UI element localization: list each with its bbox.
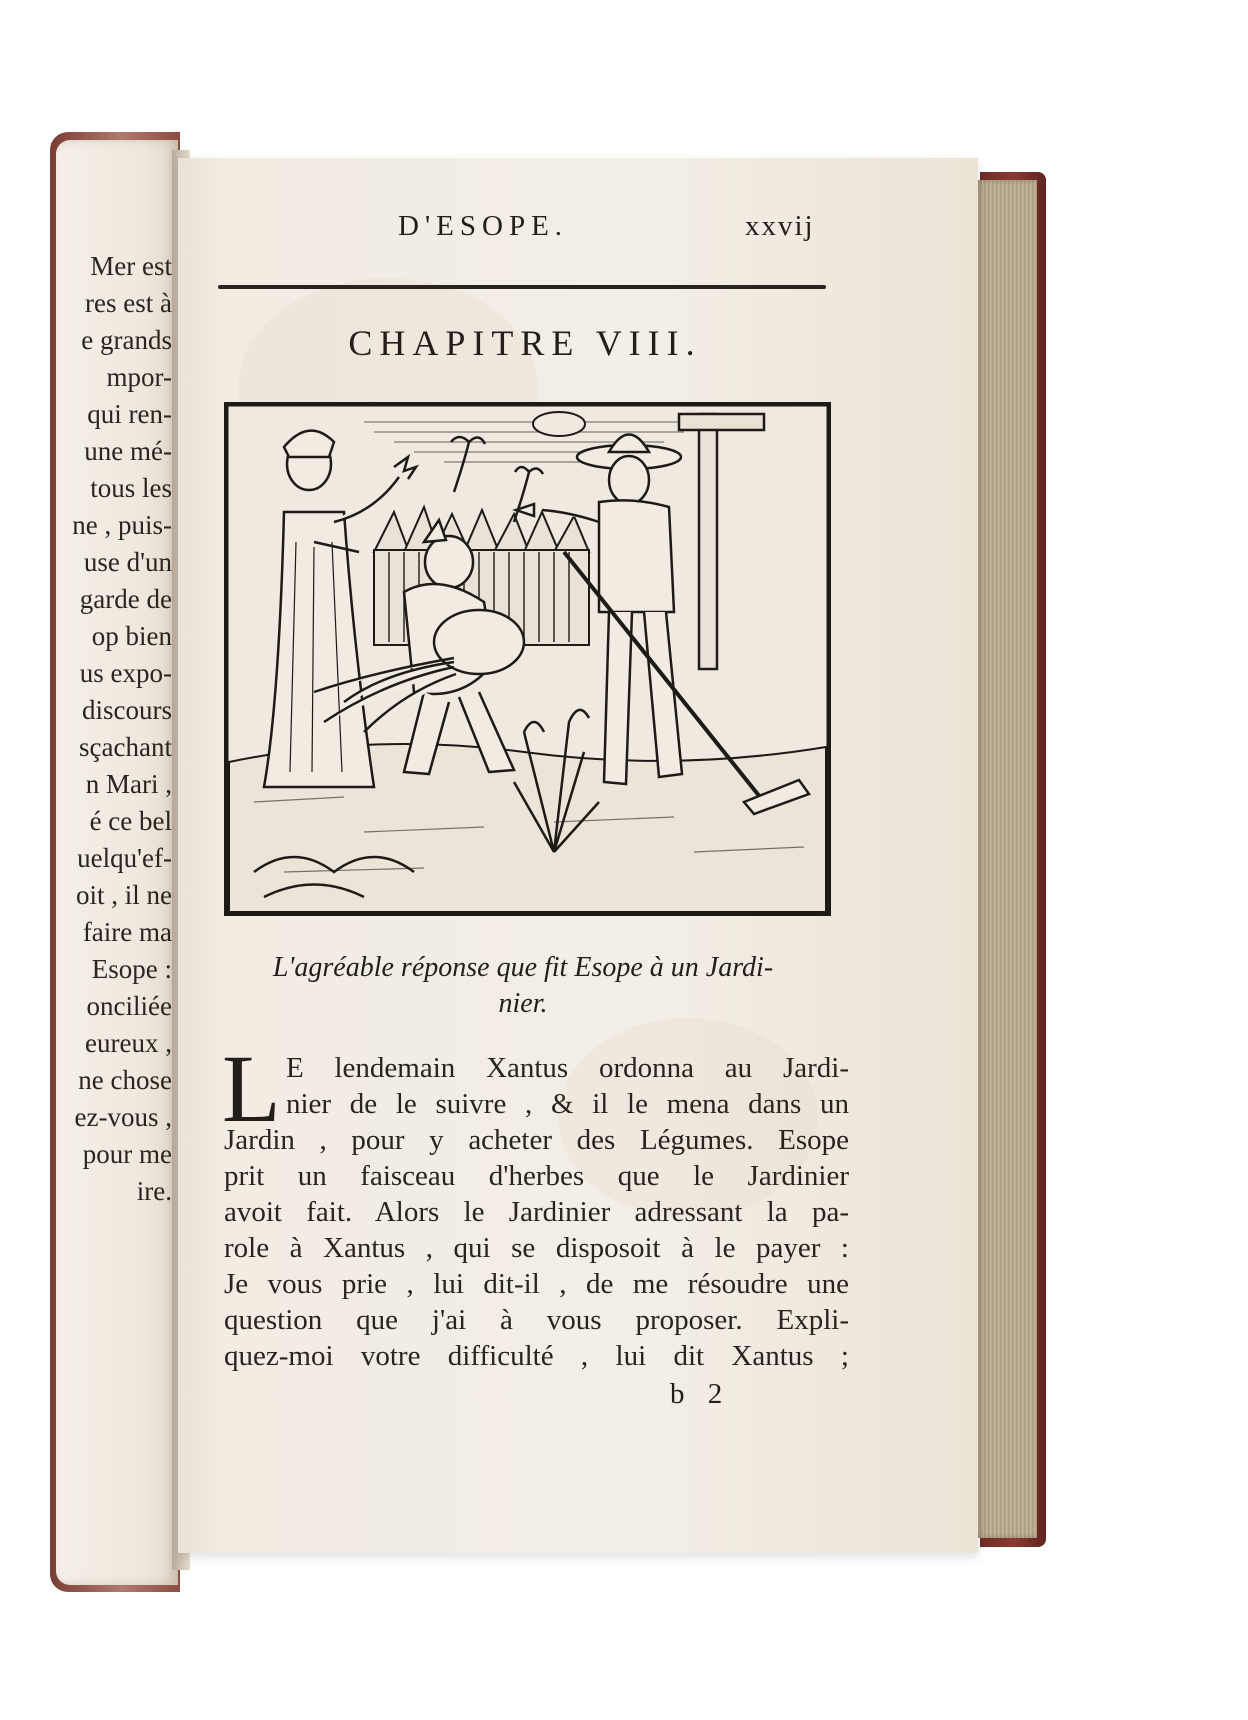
signature-mark: b 2 [670, 1378, 731, 1410]
left-page-line: Esope : [91, 954, 172, 984]
caption-line-1: L'agréable réponse que fit Esope à un Jardi- [272, 952, 774, 983]
woodcut-caption [218, 950, 828, 1022]
body-line: E lendemain Xantus ordonna au Jardi- [286, 1052, 849, 1084]
left-page-line: eureux , [85, 1028, 172, 1058]
drop-cap: L [222, 1035, 281, 1142]
left-page-text [56, 248, 172, 1210]
body-text [224, 1050, 849, 1374]
left-page-line: ne chose [78, 1065, 172, 1095]
left-page-line: mpor- [106, 362, 172, 392]
left-page-line: ez-vous , [74, 1102, 172, 1132]
caption-line-2: nier. [498, 988, 548, 1019]
body-line: question que j'ai à vous proposer. Expli- [224, 1304, 849, 1336]
body-line: Jardin , pour y acheter des Légumes. Esope [224, 1124, 849, 1156]
body-line: prit un faisceau d'herbes que le Jardinier [224, 1160, 849, 1192]
body-line: avoit fait. Alors le Jardinier adressant la pa- [224, 1196, 849, 1228]
left-page-line: oit , il ne [76, 880, 172, 910]
left-page-line: faire ma [82, 917, 172, 947]
page-number: xxvij [745, 210, 815, 242]
chapter-title: CHAPITRE VIII. [348, 323, 702, 363]
body-line: Je vous prie , lui dit-il , de me résoudre une [224, 1268, 849, 1300]
left-page-line: garde de [79, 584, 172, 614]
left-page-line: pour me [82, 1139, 172, 1169]
left-page-line: n Mari , [85, 769, 172, 799]
cloud [533, 412, 585, 436]
left-page [56, 140, 178, 1585]
left-page-line: res est à [85, 288, 172, 318]
left-page-line: us expo- [79, 658, 172, 688]
left-page-line: discours [82, 695, 172, 725]
left-page-line: Mer est [90, 251, 172, 281]
left-page-line: é ce bel [89, 806, 172, 836]
header-rule [218, 285, 826, 289]
left-page-line: sçachant [79, 732, 172, 762]
left-page-line: use d'un [83, 547, 172, 577]
left-page-line: e grands [81, 325, 172, 355]
page-fore-edge [975, 180, 1037, 1538]
left-page-line: op bien [91, 621, 172, 651]
left-page-line: ne , puis- [72, 510, 172, 540]
running-head: D'ESOPE. [398, 210, 569, 242]
left-page-line: une mé- [84, 436, 172, 466]
body-line: nier de le suivre , & il le mena dans un [286, 1088, 849, 1120]
gardener-woodcut [224, 402, 831, 916]
left-page-line: qui ren- [87, 399, 172, 429]
body-line: quez-moi votre difficulté , lui dit Xantus ; [224, 1340, 849, 1372]
body-line: role à Xantus , qui se disposoit à le payer : [224, 1232, 849, 1264]
left-page-line: ire. [136, 1176, 172, 1206]
left-page-line: uelqu'ef- [77, 843, 172, 873]
left-page-line: tous les [90, 473, 172, 503]
left-page-line: onciliée [86, 991, 172, 1021]
